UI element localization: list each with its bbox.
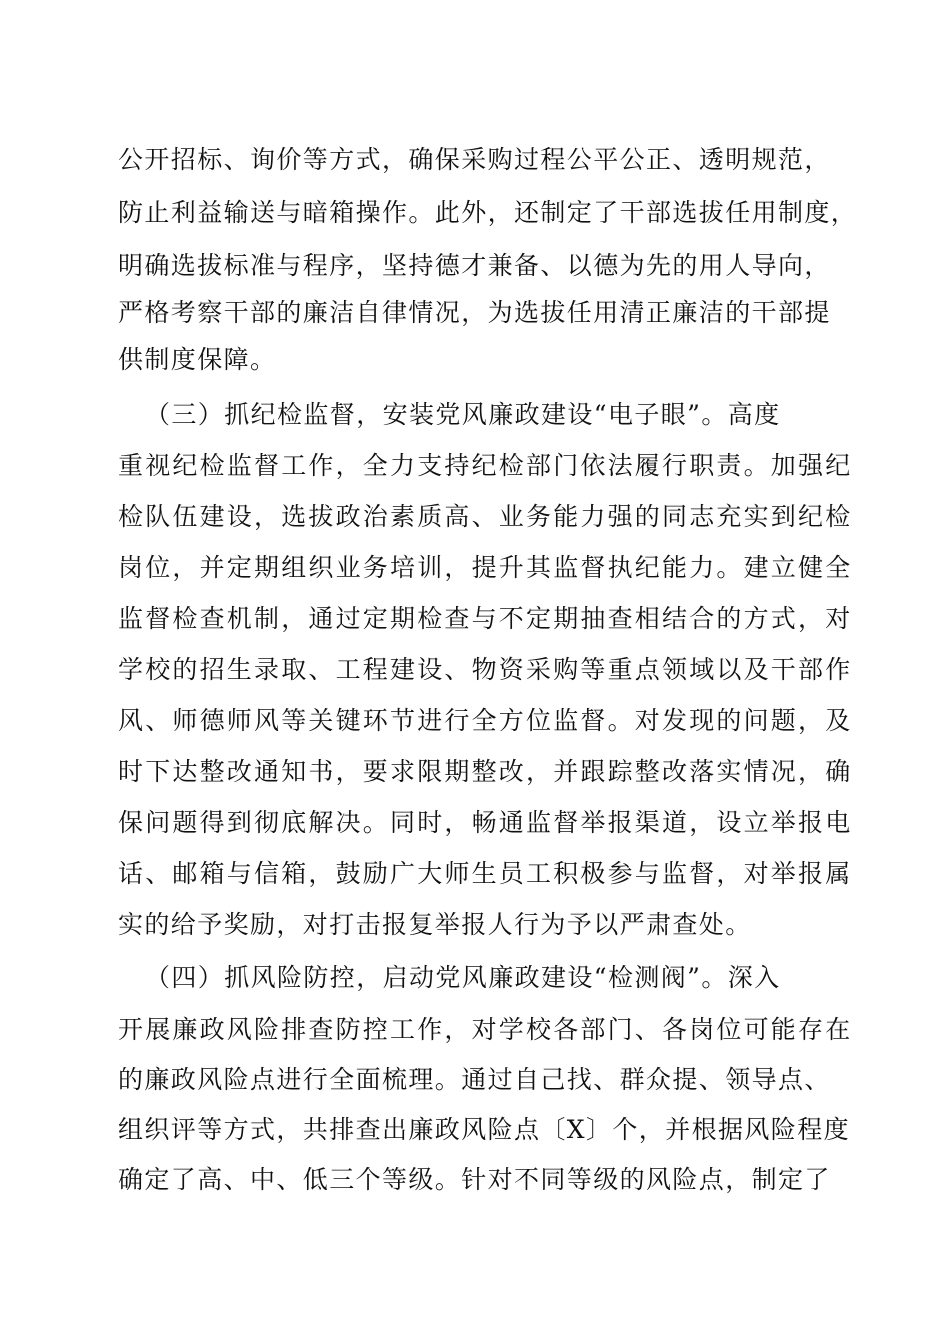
section-heading-4: （四）抓风险防控，启动党风廉政建设“检测阀”。深入 <box>145 963 781 992</box>
text-line: 的廉政风险点进行全面梳理。通过自己找、群众提、领导点、 <box>118 1065 831 1094</box>
text-line: 重视纪检监督工作，全力支持纪检部门依法履行职责。加强纪 <box>118 451 853 480</box>
text-line: 检队伍建设，选拔政治素质高、业务能力强的同志充实到纪检 <box>118 502 853 531</box>
text-line: 供制度保障。 <box>118 345 277 374</box>
text-line: 组织评等方式，共排查出廉政风险点〔X〕个，并根据风险程度 <box>118 1115 851 1144</box>
text-line: 监督检查机制，通过定期检查与不定期抽查相结合的方式，对 <box>118 604 853 633</box>
text-line: 岗位，并定期组织业务培训，提升其监督执纪能力。建立健全 <box>118 553 853 582</box>
text-line: 时下达整改通知书，要求限期整改，并跟踪整改落实情况，确 <box>118 757 853 786</box>
text-line: 防止利益输送与暗箱操作。此外，还制定了干部选拔任用制度， <box>118 198 858 227</box>
text-line: 公开招标、询价等方式，确保采购过程公平公正、透明规范， <box>118 145 831 174</box>
text-line: 开展廉政风险排查防控工作，对学校各部门、各岗位可能存在 <box>118 1015 853 1044</box>
text-line: 学校的招生录取、工程建设、物资采购等重点领域以及干部作 <box>118 655 853 684</box>
text-line: 保问题得到彻底解决。同时，畅通监督举报渠道，设立举报电 <box>118 808 853 837</box>
section-heading-3: （三）抓纪检监督，安装党风廉政建设“电子眼”。高度 <box>145 400 781 429</box>
text-line: 确定了高、中、低三个等级。针对不同等级的风险点，制定了 <box>118 1165 831 1194</box>
text-line: 话、邮箱与信箱，鼓励广大师生员工积极参与监督，对举报属 <box>118 859 853 888</box>
text-line: 实的给予奖励，对打击报复举报人行为予以严肃查处。 <box>118 910 752 939</box>
text-line: 严格考察干部的廉洁自律情况，为选拔任用清正廉洁的干部提 <box>118 298 831 327</box>
text-line: 明确选拔标准与程序，坚持德才兼备、以德为先的用人导向， <box>118 251 831 280</box>
text-line: 风、师德师风等关键环节进行全方位监督。对发现的问题，及 <box>118 706 853 735</box>
